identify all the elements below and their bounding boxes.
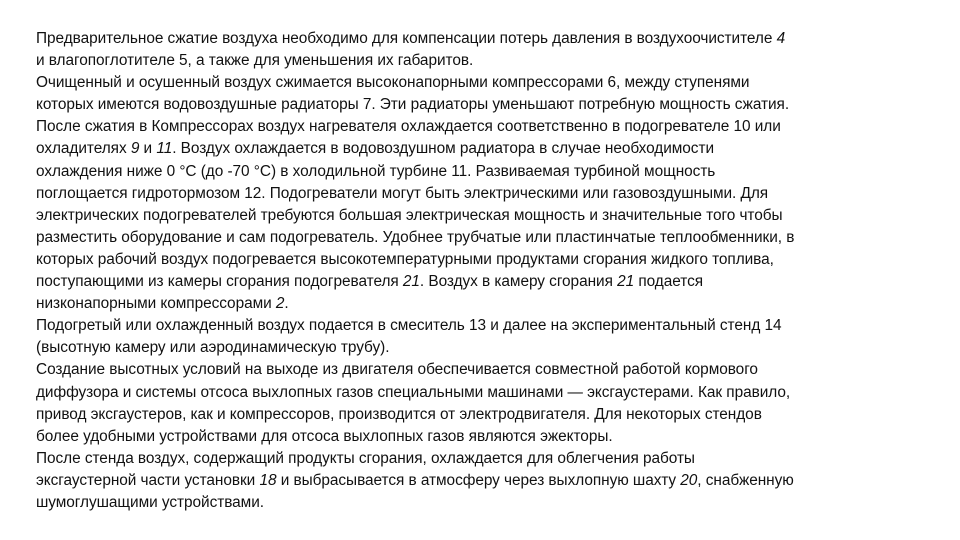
italic-reference-number: 2 xyxy=(275,295,285,313)
text-run: которых рабочий воздух подогревается высокотемпературными продуктами сгорания жидкого топлива, xyxy=(36,250,774,268)
italic-reference-number: 20 xyxy=(680,471,698,489)
text-line xyxy=(36,382,936,404)
slide-text-body xyxy=(36,28,936,514)
text-run: поглощается гидротормозом 12. Подогреватели могут быть электрическими или газовоздушными. Для xyxy=(36,184,769,202)
text-line xyxy=(36,315,936,337)
text-run: эксгаустерной части установки xyxy=(36,471,260,489)
italic-reference-number: 21 xyxy=(402,273,420,291)
text-run: электрических подогревателей требуются большая электрическая мощность и значительные того чтобы xyxy=(36,206,783,224)
text-run: и xyxy=(139,140,157,158)
text-run: разместить оборудование и сам подогреватель. Удобнее трубчатые или пластинчатые теплообменники, в xyxy=(36,228,795,246)
italic-reference-number: 9 xyxy=(130,140,140,158)
italic-reference-number: 4 xyxy=(776,30,786,47)
text-run: . Воздух в камеру сгорания xyxy=(419,273,618,291)
text-line xyxy=(36,205,936,227)
text-line xyxy=(36,28,936,50)
text-line xyxy=(36,227,936,249)
text-line xyxy=(36,470,936,492)
text-line xyxy=(36,293,936,315)
text-line xyxy=(36,94,936,116)
italic-reference-number: 21 xyxy=(617,273,635,291)
text-run: Создание высотных условий на выходе из двигателя обеспечивается совместной работой кормового xyxy=(36,361,758,379)
text-run: которых имеются водовоздушные радиаторы 7. Эти радиаторы уменьшают потребную мощность сжатия. xyxy=(36,96,790,114)
text-line xyxy=(36,359,936,381)
text-run: охлаждения ниже 0 °С (до -70 °С) в холодильной турбине 11. Развиваемая турбиной мощность xyxy=(36,162,716,180)
text-run: Очищенный и осушенный воздух сжимается высоконапорными компрессорами 6, между ступенями xyxy=(36,74,750,92)
text-run: . Воздух охлаждается в водовоздушном радиатора в случае необходимости xyxy=(172,140,714,158)
text-run: охладителях xyxy=(36,140,131,158)
text-line xyxy=(36,448,936,470)
text-line xyxy=(36,271,936,293)
text-run: . xyxy=(284,295,289,313)
italic-reference-number: 11 xyxy=(156,140,173,158)
text-line xyxy=(36,161,936,183)
italic-reference-number: 18 xyxy=(259,471,277,489)
text-run: После стенда воздух, содержащий продукты сгорания, охлаждается для облегчения работы xyxy=(36,449,695,467)
text-line xyxy=(36,426,936,448)
text-run: низконапорными компрессорами xyxy=(36,295,276,313)
text-line xyxy=(36,116,936,138)
text-line xyxy=(36,183,936,205)
text-run: , снабженную xyxy=(697,471,794,489)
text-run: поступающими из камеры сгорания подогревателя xyxy=(36,273,403,291)
text-run: Предварительное сжатие воздуха необходимо для компенсации потерь давления в воздухоочистителе xyxy=(36,30,777,47)
text-run: шумоглушащими устройствами. xyxy=(36,493,264,511)
text-line xyxy=(36,249,936,271)
text-run: диффузора и системы отсоса выхлопных газов специальными машинами — эксгаустерами. Как правило, xyxy=(36,383,791,401)
text-run: подается xyxy=(634,273,703,291)
text-run: и влагопоглотителе 5, а также для уменьшения их габаритов. xyxy=(36,52,474,70)
text-line xyxy=(36,50,936,72)
text-run: и выбрасывается в атмосферу через выхлопную шахту xyxy=(276,471,681,489)
text-run: Подогретый или охлажденный воздух подается в смеситель 13 и далее на экспериментальный стенд 14 xyxy=(36,317,782,335)
text-run: более удобными устройствами для отсоса выхлопных газов являются эжекторы. xyxy=(36,427,613,445)
text-line xyxy=(36,337,936,359)
text-run: (высотную камеру или аэродинамическую трубу). xyxy=(36,339,390,357)
text-run: привод эксгаустеров, как и компрессоров, производится от электродвигателя. Для некоторых стендов xyxy=(36,405,762,423)
text-line xyxy=(36,404,936,426)
text-run: После сжатия в Компрессорах воздух нагревателя охлаждается соответственно в подогревателе 10 или xyxy=(36,118,781,136)
text-line xyxy=(36,72,936,94)
text-line xyxy=(36,138,936,160)
text-line xyxy=(36,492,936,514)
